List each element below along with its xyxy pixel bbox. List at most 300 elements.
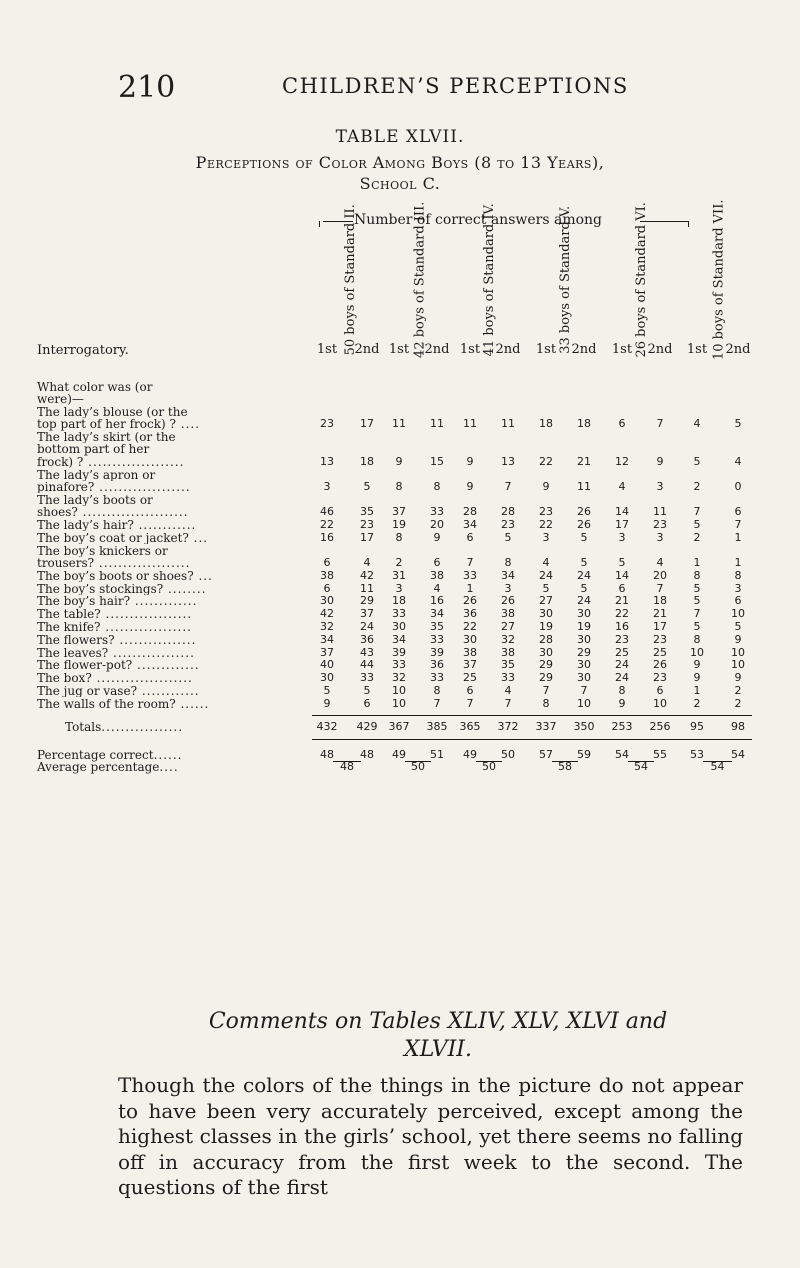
- average-cell: 54: [710, 759, 725, 773]
- table-cell: 42: [360, 568, 374, 582]
- table-cell: 6: [734, 505, 742, 519]
- table-row-label-line: [37, 545, 312, 557]
- table-row-label-line: [37, 685, 312, 697]
- table-cell: 27: [539, 594, 553, 608]
- table-cell: 34: [430, 607, 444, 621]
- totals-cell: 256: [649, 719, 671, 733]
- table-cell: 26: [501, 594, 515, 608]
- table-cell: 7: [580, 684, 588, 697]
- table-cell: 30: [577, 632, 591, 646]
- table-cell: 18: [360, 454, 374, 468]
- table-cell: 33: [463, 568, 477, 582]
- totals-cell: 429: [356, 719, 378, 733]
- table-cell: 10: [731, 607, 745, 621]
- totals-label-text: Totals: [65, 719, 102, 734]
- table-row-label: [37, 532, 312, 544]
- week-ordinal: 1st: [459, 342, 481, 357]
- table-cell: 4: [656, 555, 664, 569]
- dot-leader: ...................: [94, 557, 191, 570]
- table-row-label-line: [37, 456, 312, 468]
- table-row-label-text: The boy’s knickers or: [37, 544, 168, 557]
- table-cell: 30: [577, 671, 591, 685]
- table-cell: 33: [501, 671, 515, 685]
- table-cell: 33: [430, 505, 444, 519]
- table-cell: 36: [430, 658, 444, 672]
- table-cell: 23: [501, 518, 515, 531]
- table-cell: 22: [539, 518, 553, 531]
- table-row-label-line: [37, 406, 312, 418]
- table-cell: 3: [542, 530, 550, 544]
- table-cell: 6: [363, 696, 371, 710]
- table-cell: 19: [577, 620, 591, 633]
- table-row-label-line: [37, 621, 312, 633]
- table-cell: 34: [501, 568, 515, 582]
- table-cell: 34: [320, 632, 334, 646]
- dot-leader: ............: [133, 519, 197, 532]
- table-cell: 25: [463, 671, 477, 685]
- percentage-cell: 54: [615, 747, 629, 761]
- table-cell: 9: [433, 530, 441, 544]
- table-cell: 6: [618, 417, 626, 431]
- table-row-label-text: frock) ?: [37, 455, 84, 469]
- table-cell: 11: [392, 417, 406, 431]
- table-cell: 8: [433, 479, 441, 493]
- table-intro-label: [37, 381, 312, 406]
- table-cell: 6: [466, 684, 474, 697]
- table-cell: 9: [542, 479, 550, 493]
- table-row-label-text: The boy’s hair?: [37, 595, 131, 608]
- table-cell: 5: [323, 684, 331, 697]
- table-cell: 16: [430, 594, 444, 608]
- table-row-label-text: top part of her frock) ?: [37, 418, 176, 431]
- table-cell: 21: [577, 454, 591, 468]
- table-cell: 14: [615, 505, 629, 519]
- table-cell: 3: [656, 530, 664, 544]
- totals-cell: 372: [497, 719, 519, 733]
- table-row-label-text: The walls of the room?: [37, 697, 176, 711]
- average-cell: 50: [482, 759, 496, 773]
- table-cell: 30: [577, 607, 591, 621]
- table-cell: 11: [360, 581, 374, 595]
- table-cell: 2: [395, 555, 403, 569]
- table-cell: 13: [501, 454, 515, 468]
- table-cell: 8: [395, 479, 403, 493]
- table-cell: 12: [615, 454, 629, 468]
- table-cell: 30: [539, 607, 553, 621]
- table-cell: 36: [360, 632, 374, 646]
- table-cell: 5: [580, 530, 588, 544]
- table-cell: 1: [693, 684, 701, 697]
- table-row-label-text: The flower-pot?: [37, 659, 133, 672]
- table-cell: 3: [395, 581, 403, 595]
- table-row-label-text: The lady’s skirt (or the: [37, 431, 176, 444]
- comments-heading: [118, 1008, 758, 1064]
- table-cell: 25: [615, 645, 629, 659]
- table-cell: 2: [693, 530, 701, 544]
- table-cell: 39: [430, 645, 444, 659]
- table-cell: 38: [430, 568, 444, 582]
- table-cell: 27: [501, 620, 515, 633]
- table-cell: 5: [693, 518, 701, 531]
- table-cell: 16: [320, 530, 334, 544]
- average-label-text: Average percentage: [37, 759, 160, 774]
- dot-leader: .............: [130, 595, 198, 608]
- percentage-cell: 59: [577, 747, 591, 761]
- table-row-label-line: [37, 469, 312, 481]
- table-cell: 9: [618, 696, 626, 710]
- percentage-cell: 50: [501, 747, 515, 761]
- table-cell: 17: [653, 620, 667, 633]
- table-cell: 8: [693, 568, 701, 582]
- table-cell: 5: [580, 555, 588, 569]
- table-cell: 2: [693, 479, 701, 493]
- table-row-label-line: [37, 634, 312, 646]
- table-cell: 20: [653, 568, 667, 582]
- table-cell: 9: [734, 632, 742, 646]
- table-cell: 1: [466, 581, 474, 595]
- table-row-label-text: The leaves?: [37, 646, 109, 659]
- table-cell: 8: [504, 555, 512, 569]
- table-cell: 10: [731, 645, 745, 659]
- table-row-label-text: pinafore?: [37, 481, 95, 494]
- dot-leader: ..................: [100, 621, 192, 634]
- table-cell: 28: [539, 632, 553, 646]
- percentage-cell: 51: [430, 747, 444, 761]
- week-ordinal: 2nd: [647, 342, 673, 357]
- table-cell: 28: [463, 505, 477, 519]
- table-cell: 7: [693, 505, 701, 519]
- dot-leader: ..................: [100, 608, 193, 621]
- table-cell: 5: [363, 479, 371, 493]
- table-cell: 8: [734, 568, 742, 582]
- table-cell: 28: [501, 505, 515, 519]
- table-cell: 26: [577, 505, 591, 519]
- table-cell: 7: [466, 555, 474, 569]
- dot-leader: ......: [175, 697, 210, 711]
- table-row-label: [37, 519, 312, 531]
- table-cell: 9: [323, 696, 331, 710]
- table-cell: 30: [577, 658, 591, 672]
- body-paragraph: Though the colors of the things in the picture do not appear to have been very accurately perceived, except among the highest classes in the girls’ school, yet there seems no falling off in accuracy from the first week to the second. The questions of the first: [118, 1073, 743, 1199]
- table-cell: 23: [360, 518, 374, 531]
- table-row-label: [37, 672, 312, 684]
- table-row-label-line: [37, 443, 312, 455]
- totals-cell: 365: [459, 719, 481, 733]
- table-cell: 33: [392, 607, 406, 621]
- dot-leader: ......: [153, 747, 183, 762]
- table-cell: 8: [395, 530, 403, 544]
- table-cell: 1: [734, 530, 742, 544]
- average-cell: 54: [634, 759, 648, 773]
- table-cell: 33: [430, 671, 444, 685]
- percentage-cell: 57: [539, 747, 553, 761]
- table-cell: 10: [653, 696, 667, 710]
- table-cell: 7: [656, 581, 664, 595]
- table-cell: 4: [693, 417, 701, 431]
- table-cell: 39: [392, 645, 406, 659]
- table-row-label-text: The boy’s boots or shoes?: [37, 569, 194, 583]
- table-row-label: [37, 545, 312, 570]
- table-cell: 33: [430, 632, 444, 646]
- table-cell: 21: [653, 607, 667, 621]
- week-ordinal: 2nd: [495, 342, 521, 357]
- dot-leader: ....: [175, 418, 201, 431]
- table-cell: 9: [734, 671, 742, 685]
- table-cell: 11: [653, 505, 667, 519]
- table-row-label-text: bottom part of her: [37, 443, 150, 456]
- table-cell: 34: [463, 518, 477, 531]
- table-cell: 37: [360, 607, 374, 621]
- table-cell: 9: [466, 479, 474, 493]
- table-cell: 8: [433, 684, 441, 697]
- table-cell: 18: [392, 594, 406, 608]
- table-cell: 35: [360, 505, 374, 519]
- table-row-label: [37, 570, 312, 582]
- table-cell: 30: [320, 594, 334, 608]
- percentage-cell: 53: [690, 747, 704, 761]
- table-cell: 23: [539, 505, 553, 519]
- totals-cell: 95: [690, 719, 704, 733]
- table-row-label-line: [37, 595, 312, 607]
- table-cell: 32: [392, 671, 406, 685]
- table-cell: 26: [463, 594, 477, 608]
- table-row-label-text: shoes?: [37, 506, 78, 519]
- dot-leader: ...................: [94, 481, 191, 494]
- table-row-label-line: [37, 583, 312, 595]
- table-cell: 7: [504, 696, 512, 710]
- table-cell: 6: [656, 684, 664, 697]
- table-row-label: [37, 685, 312, 697]
- table-cell: 29: [539, 671, 553, 685]
- table-cell: 43: [360, 645, 374, 659]
- totals-cell: 337: [535, 719, 557, 733]
- table-row-label-text: The box?: [37, 672, 92, 685]
- week-ordinal: 1st: [535, 342, 557, 357]
- table-row-label-line: [37, 557, 312, 569]
- table-row-label: [37, 659, 312, 671]
- table-cell: 38: [320, 568, 334, 582]
- week-ordinal: 1st: [611, 342, 633, 357]
- totals-cell: 350: [573, 719, 595, 733]
- dot-leader: ................: [114, 633, 197, 647]
- table-cell: 0: [734, 479, 742, 493]
- dot-leader: ............: [137, 685, 200, 698]
- percentage-cell: 55: [653, 747, 667, 761]
- table-cell: 13: [320, 454, 334, 468]
- table-cell: 30: [320, 671, 334, 685]
- column-header-label: 50 boys of Standard II.: [343, 204, 359, 356]
- table-cell: 7: [542, 684, 550, 697]
- table-row-label-text: The boy’s stockings?: [37, 582, 164, 595]
- table-cell: 19: [539, 620, 553, 633]
- table-cell: 23: [615, 632, 629, 646]
- table-row-label: [37, 583, 312, 595]
- table-cell: 4: [618, 479, 626, 493]
- table-cell: 4: [504, 684, 512, 697]
- table-cell: 33: [360, 671, 374, 685]
- table-cell: 7: [433, 696, 441, 710]
- table-cell: 11: [463, 417, 477, 431]
- table-row-label: [37, 595, 312, 607]
- table-cell: 15: [430, 454, 444, 468]
- totals-cell: 98: [731, 719, 745, 733]
- table-cell: 7: [734, 518, 742, 531]
- table-cell: 6: [323, 581, 331, 595]
- table-subtitle: Perceptions of Color Among Boys (8 to 13 Years),: [195, 153, 605, 172]
- table-cell: 42: [320, 607, 334, 621]
- table-row-label-line: [37, 481, 312, 493]
- totals-rule: [312, 715, 752, 716]
- table-row-label-line: [37, 506, 312, 518]
- table-intro-line: What color was (or: [37, 381, 153, 394]
- table-cell: 24: [615, 671, 629, 685]
- table-cell: 18: [577, 417, 591, 431]
- table-row-label-line: [37, 519, 312, 531]
- table-cell: 26: [653, 658, 667, 672]
- table-row-label-line: [37, 698, 312, 710]
- table-row-label-line: [37, 659, 312, 671]
- average-cell: 48: [340, 759, 354, 773]
- table-cell: 3: [734, 581, 742, 595]
- dot-leader: ...: [193, 569, 213, 583]
- table-cell: 33: [392, 658, 406, 672]
- table-row-label-line: [37, 494, 312, 506]
- table-cell: 24: [615, 658, 629, 672]
- table-cell: 2: [693, 696, 701, 710]
- dot-leader: .................: [101, 719, 184, 734]
- table-cell: 6: [734, 594, 742, 608]
- table-row-label-text: The boy’s coat or jacket?: [37, 531, 189, 545]
- table-title: TABLE XLVII.: [335, 127, 465, 147]
- average-label: [37, 761, 312, 773]
- week-ordinal: 2nd: [424, 342, 450, 357]
- table-cell: 17: [360, 417, 374, 431]
- table-cell: 25: [653, 645, 667, 659]
- table-row-label-text: trousers?: [37, 557, 95, 570]
- table-cell: 3: [656, 479, 664, 493]
- percentage-cell: 48: [360, 747, 374, 761]
- table-cell: 32: [320, 620, 334, 633]
- table-row-label: [37, 698, 312, 710]
- table-cell: 35: [501, 658, 515, 672]
- table-cell: 9: [693, 658, 701, 672]
- table-cell: 30: [539, 645, 553, 659]
- table-cell: 37: [320, 645, 334, 659]
- table-cell: 2: [734, 684, 742, 697]
- table-cell: 8: [542, 696, 550, 710]
- column-header-label: 26 boys of Standard VI.: [634, 202, 650, 358]
- table-row-label: [37, 647, 312, 659]
- table-cell: 9: [656, 454, 664, 468]
- dot-leader: ...: [188, 531, 209, 545]
- table-row-label-line: [37, 418, 312, 430]
- table-cell: 23: [653, 632, 667, 646]
- table-cell: 7: [504, 479, 512, 493]
- table-cell: 44: [360, 658, 374, 672]
- table-row-label: [37, 469, 312, 494]
- table-cell: 10: [392, 696, 406, 710]
- table-cell: 5: [618, 555, 626, 569]
- table-cell: 17: [615, 518, 629, 531]
- table-cell: 4: [363, 555, 371, 569]
- table-row-label-text: The table?: [37, 608, 101, 621]
- table-cell: 40: [320, 658, 334, 672]
- table-cell: 11: [430, 417, 444, 431]
- table-cell: 10: [731, 658, 745, 672]
- average-cell: 50: [411, 759, 425, 773]
- table-cell: 5: [693, 581, 701, 595]
- table-cell: 9: [466, 454, 474, 468]
- table-cell: 29: [360, 594, 374, 608]
- table-intro-line: were)—: [37, 393, 84, 406]
- column-header-label: 10 boys of Standard VII.: [711, 199, 727, 361]
- table-cell: 6: [466, 530, 474, 544]
- table-cell: 30: [392, 620, 406, 633]
- table-cell: 19: [392, 518, 406, 531]
- comments-heading-line: Comments on Tables XLIV, XLV, XLVI and: [208, 1009, 668, 1034]
- percentage-cell: 48: [320, 747, 334, 761]
- totals-cell: 432: [316, 719, 338, 733]
- table-row-label-text: The lady’s blouse (or the: [37, 405, 188, 419]
- column-header-label: 42 boys of Standard III.: [412, 201, 428, 359]
- page-number: 210: [118, 70, 176, 105]
- table-cell: 8: [618, 684, 626, 697]
- table-cell: 18: [653, 594, 667, 608]
- comments-heading-line: XLVII.: [404, 1037, 472, 1062]
- table-cell: 17: [360, 530, 374, 544]
- table-cell: 5: [504, 530, 512, 544]
- table-row-label-line: [37, 431, 312, 443]
- table-cell: 3: [323, 479, 331, 493]
- table-cell: 46: [320, 505, 334, 519]
- week-ordinal: 2nd: [354, 342, 380, 357]
- dot-leader: ......................: [77, 506, 189, 519]
- table-row-label-line: [37, 647, 312, 659]
- table-cell: 16: [615, 620, 629, 633]
- table-row-label: [37, 621, 312, 633]
- table-cell: 5: [693, 620, 701, 633]
- week-ordinal: 2nd: [571, 342, 597, 357]
- table-cell: 22: [615, 607, 629, 621]
- table-cell: 38: [501, 645, 515, 659]
- interrogatory-header: Interrogatory.: [37, 343, 129, 358]
- table-cell: 6: [433, 555, 441, 569]
- table-cell: 6: [323, 555, 331, 569]
- table-row-label-text: The flowers?: [37, 633, 115, 647]
- column-header-label: 33 boys of Standard V.: [558, 206, 574, 354]
- totals-label: [65, 721, 340, 733]
- totals-cell: 253: [611, 719, 633, 733]
- table-cell: 34: [392, 632, 406, 646]
- table-row-label: [37, 608, 312, 620]
- table-cell: 1: [734, 555, 742, 569]
- percentage-cell: 49: [392, 747, 406, 761]
- dot-leader: ........: [163, 582, 207, 595]
- table-cell: 10: [690, 645, 704, 659]
- dot-leader: ....: [159, 759, 179, 774]
- percentage-cell: 54: [731, 747, 745, 761]
- table-row-label: [37, 406, 312, 431]
- column-header-label: 41 boys of Standard IV.: [482, 203, 498, 357]
- table-cell: 14: [615, 568, 629, 582]
- table-cell: 21: [615, 594, 629, 608]
- dot-leader: ....................: [91, 672, 193, 685]
- table-cell: 38: [501, 607, 515, 621]
- spanner-bracket-right: [688, 221, 689, 227]
- table-cell: 9: [693, 671, 701, 685]
- table-row-label-text: The lady’s hair?: [37, 519, 134, 532]
- table-cell: 5: [693, 454, 701, 468]
